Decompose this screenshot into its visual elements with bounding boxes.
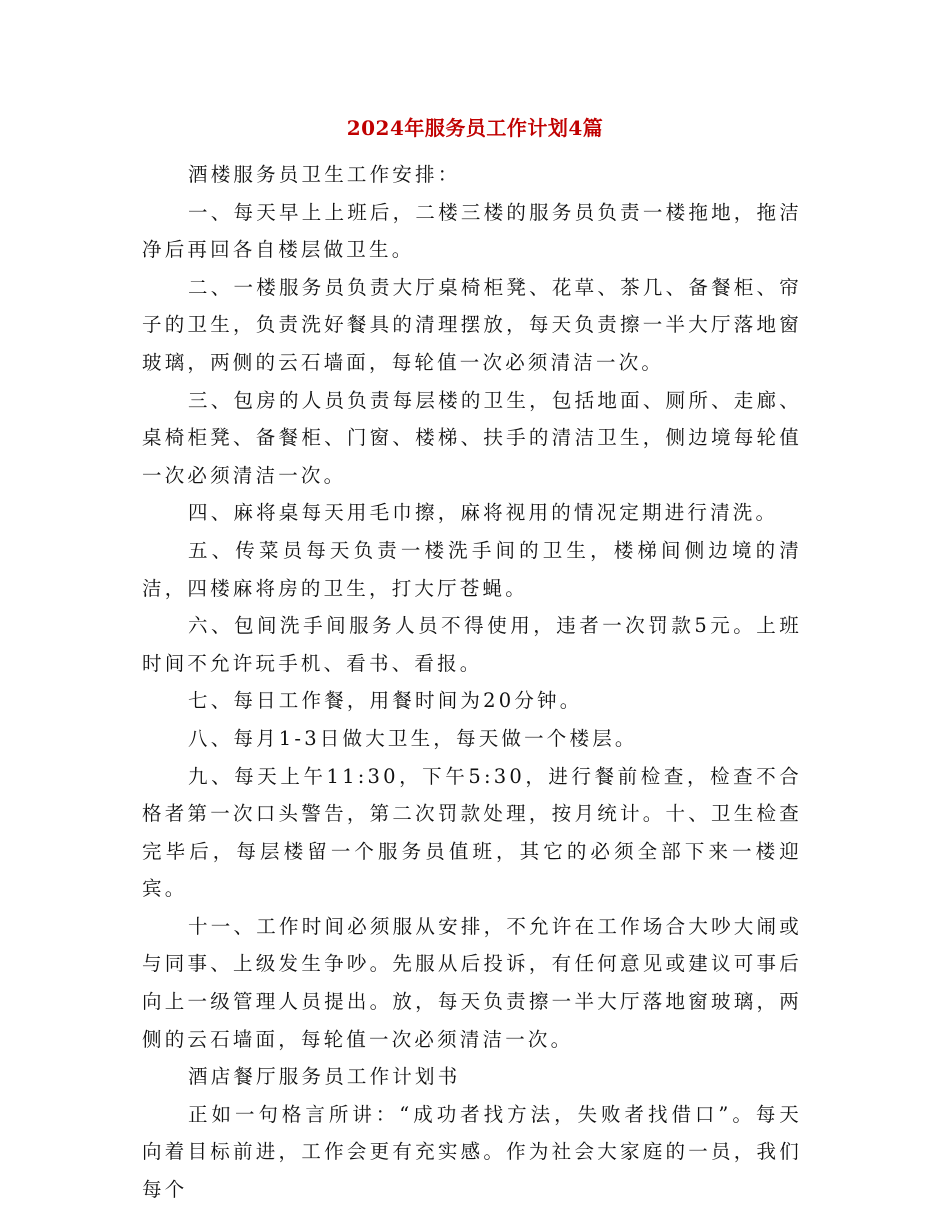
paragraph: 五、传菜员每天负责一楼洗手间的卫生，楼梯间侧边境的清洁，四楼麻将房的卫生，打大厅苍蝇。 bbox=[142, 538, 802, 600]
paragraph: 九、每天上午11:30，下午5:30，进行餐前检查，检查不合格者第一次口头警告，第二次罚款处理，按月统计。十、卫生检查完毕后，每层楼留一个服务员值班，其它的必须全部下来一楼迎宾。 bbox=[142, 764, 802, 901]
paragraph: 十一、工作时间必须服从安排，不允许在工作场合大吵大闹或与同事、上级发生争吵。先服从后投诉，有任何意见或建议可事后向上一级管理人员提出。放，每天负责擦一半大厅落地窗玻璃，两侧的云石墙面，每轮值一次必须清洁一次。 bbox=[142, 914, 802, 1051]
paragraph: 三、包房的人员负责每层楼的卫生，包括地面、厕所、走廊、桌椅柜凳、备餐柜、门窗、楼梯、扶手的清洁卫生，侧边境每轮值一次必须清洁一次。 bbox=[142, 388, 802, 487]
paragraph: 正如一句格言所讲：“成功者找方法，失败者找借口”。每天向着目标前进，工作会更有充实感。作为社会大家庭的一员，我们每个 bbox=[142, 1102, 802, 1202]
paragraph: 二、一楼服务员负责大厅桌椅柜凳、花草、茶几、备餐柜、帘子的卫生，负责洗好餐具的清理摆放，每天负责擦一半大厅落地窗玻璃，两侧的云石墙面，每轮值一次必须清洁一次。 bbox=[142, 275, 802, 374]
paragraph: 酒楼服务员卫生工作安排： bbox=[188, 163, 461, 186]
section-heading: 酒店餐厅服务员工作计划书 bbox=[188, 1065, 461, 1089]
paragraph: 八、每月1-3日做大卫生，每天做一个楼层。 bbox=[188, 726, 638, 750]
document-body bbox=[142, 156, 802, 1209]
document-title: 2024年服务员工作计划4篇 bbox=[346, 116, 604, 140]
paragraph: 一、每天早上上班后，二楼三楼的服务员负责一楼拖地，拖洁净后再回各自楼层做卫生。 bbox=[142, 200, 802, 262]
paragraph: 四、麻将桌每天用毛巾擦，麻将视用的情况定期进行清洗。 bbox=[188, 501, 779, 525]
paragraph: 六、包间洗手间服务人员不得使用，违者一次罚款5元。上班时间不允许玩手机、看书、看报。 bbox=[142, 614, 802, 675]
paragraph: 七、每日工作餐，用餐时间为20分钟。 bbox=[188, 689, 583, 713]
